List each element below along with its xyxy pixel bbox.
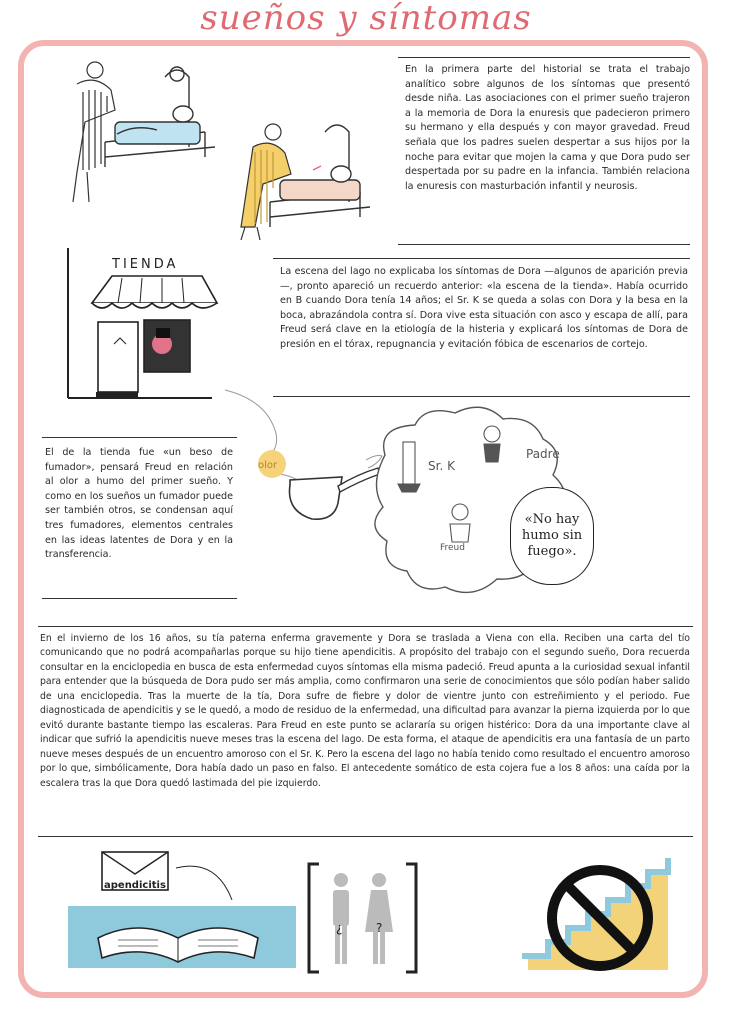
envelope-label: apendicitis: [104, 880, 166, 891]
paragraph-smoker: El de la tienda fue «un beso de fumador», pensará Freud en relación al olor a humo del primer sueño. Y como en los sueños un fumador puede ser también otros, se condensan aquí tres fumadores, elementos centrales en las ideas latentes de Dora y en la transferencia.: [45, 447, 233, 561]
bed-scene-1: [105, 67, 215, 167]
svg-text:?: ?: [376, 921, 383, 935]
paragraph-appendicitis: En el invierno de los 16 años, su tía paterna enferma gravemente y Dora se traslada a Viena con ella. Reciben una carta del tío comunicando que no podrá acompañarlas porque su hijo tiene apendicitis. A propósito del trabajo con el segundo sueño, Dora recuerda consultar en la enciclopedia en busca de esta enfermedad cuyos síntomas ella misma padeció. Freud apunta a la curiosidad sexual infantil para entender que la búsqueda de Dora pudo ser más amplia, como confirmaron una serie de conocimientos que sólo podían haber salido de una enciclopedia. Tras la muerte de la tía, Dora sufre de fiebre y dolor de vientre junto con estreñimiento y el periodo. Fue diagnosticada de apendicitis y se le quedó, a modo de residuo de la enfermedad, una dificultad para avanzar la pierna izquierda por lo que evitó durante bastante tiempo las escaleras. Para Freud en este punto se aclararía su origen histérico: Dora da una importante clave al indicar que sufrió la apendicitis nueve meses tras la escena del lago. De esta forma, el ataque de apendicitis era una fantasía de un parto nueve meses después de un encuentro amoroso con el Sr. K. Pero la escena del lago no había tenido como resultado el encuentro amoroso por lo que, simbólicamente, Dora había dado un paso en falso. El antecedente somático de esta cojera fue a los 8 años: una caída por la escalera tras la que Dora quedó lastimada del pie izquierdo.: [40, 633, 690, 789]
speech-text: «No hay humo sin fuego».: [521, 512, 583, 559]
divider: [273, 258, 690, 259]
svg-text:Padre: Padre: [526, 447, 560, 461]
divider: [38, 626, 693, 627]
figures-in-brackets: [305, 860, 420, 980]
divider: [38, 836, 693, 837]
divider: [42, 437, 237, 438]
paragraph-shop-scene: La escena del lago no explicaba los síntomas de Dora —algunos de aparición previa—, pronto apareció un recuerdo anterior: «la escena de la tienda». Había ocurrido en B cuando Dora tenía 14 años; el Sr. K se queda a solas con Dora y la besa en la boca, abrazándola contra sí. Dora vive esta situación con asco y escapa de allí, para Freud será clave en la etiología de la histeria y explicará los síntomas de Dora de presión en el tórax, repugnancia y evitación fóbica de escenarios de cortejo.: [280, 266, 688, 350]
svg-text:Sr. K: Sr. K: [428, 459, 455, 473]
svg-text:Freud: Freud: [440, 543, 465, 553]
page-title: sueños y síntomas: [200, 0, 532, 38]
father-figure-1: [73, 62, 115, 202]
pipe-icon: [289, 477, 342, 519]
no-stairs-illustration: [518, 852, 680, 980]
shop-sign: TIENDA: [112, 257, 179, 272]
bed-scenes-illustration: [55, 52, 385, 242]
paragraph-enuresis: En la primera parte del historial se trata el trabajo analítico sobre algunos de los síntomas que presentó desde niña. Las asociaciones con el primer sueño trajeron a la memoria de Dora la enuresis que padecieron primero su hermano y ella después y con mayor gravedad. Freud señala que los padres suelen despertar a sus hijos por la noche para evitar que mojen la cama y que Dora pudo ser despertada por su padre en la infancia. También relaciona la enuresis con masturbación infantil y neurosis.: [405, 64, 690, 192]
encyclopedia-illustration: [58, 848, 308, 978]
speech-bubble: [510, 487, 594, 585]
woman-figure: [365, 873, 393, 964]
svg-text:¿: ¿: [336, 921, 343, 935]
divider: [398, 244, 690, 245]
divider: [398, 57, 690, 58]
divider: [42, 598, 237, 599]
man-figure: [333, 873, 349, 964]
smell-label: olor: [258, 460, 278, 471]
